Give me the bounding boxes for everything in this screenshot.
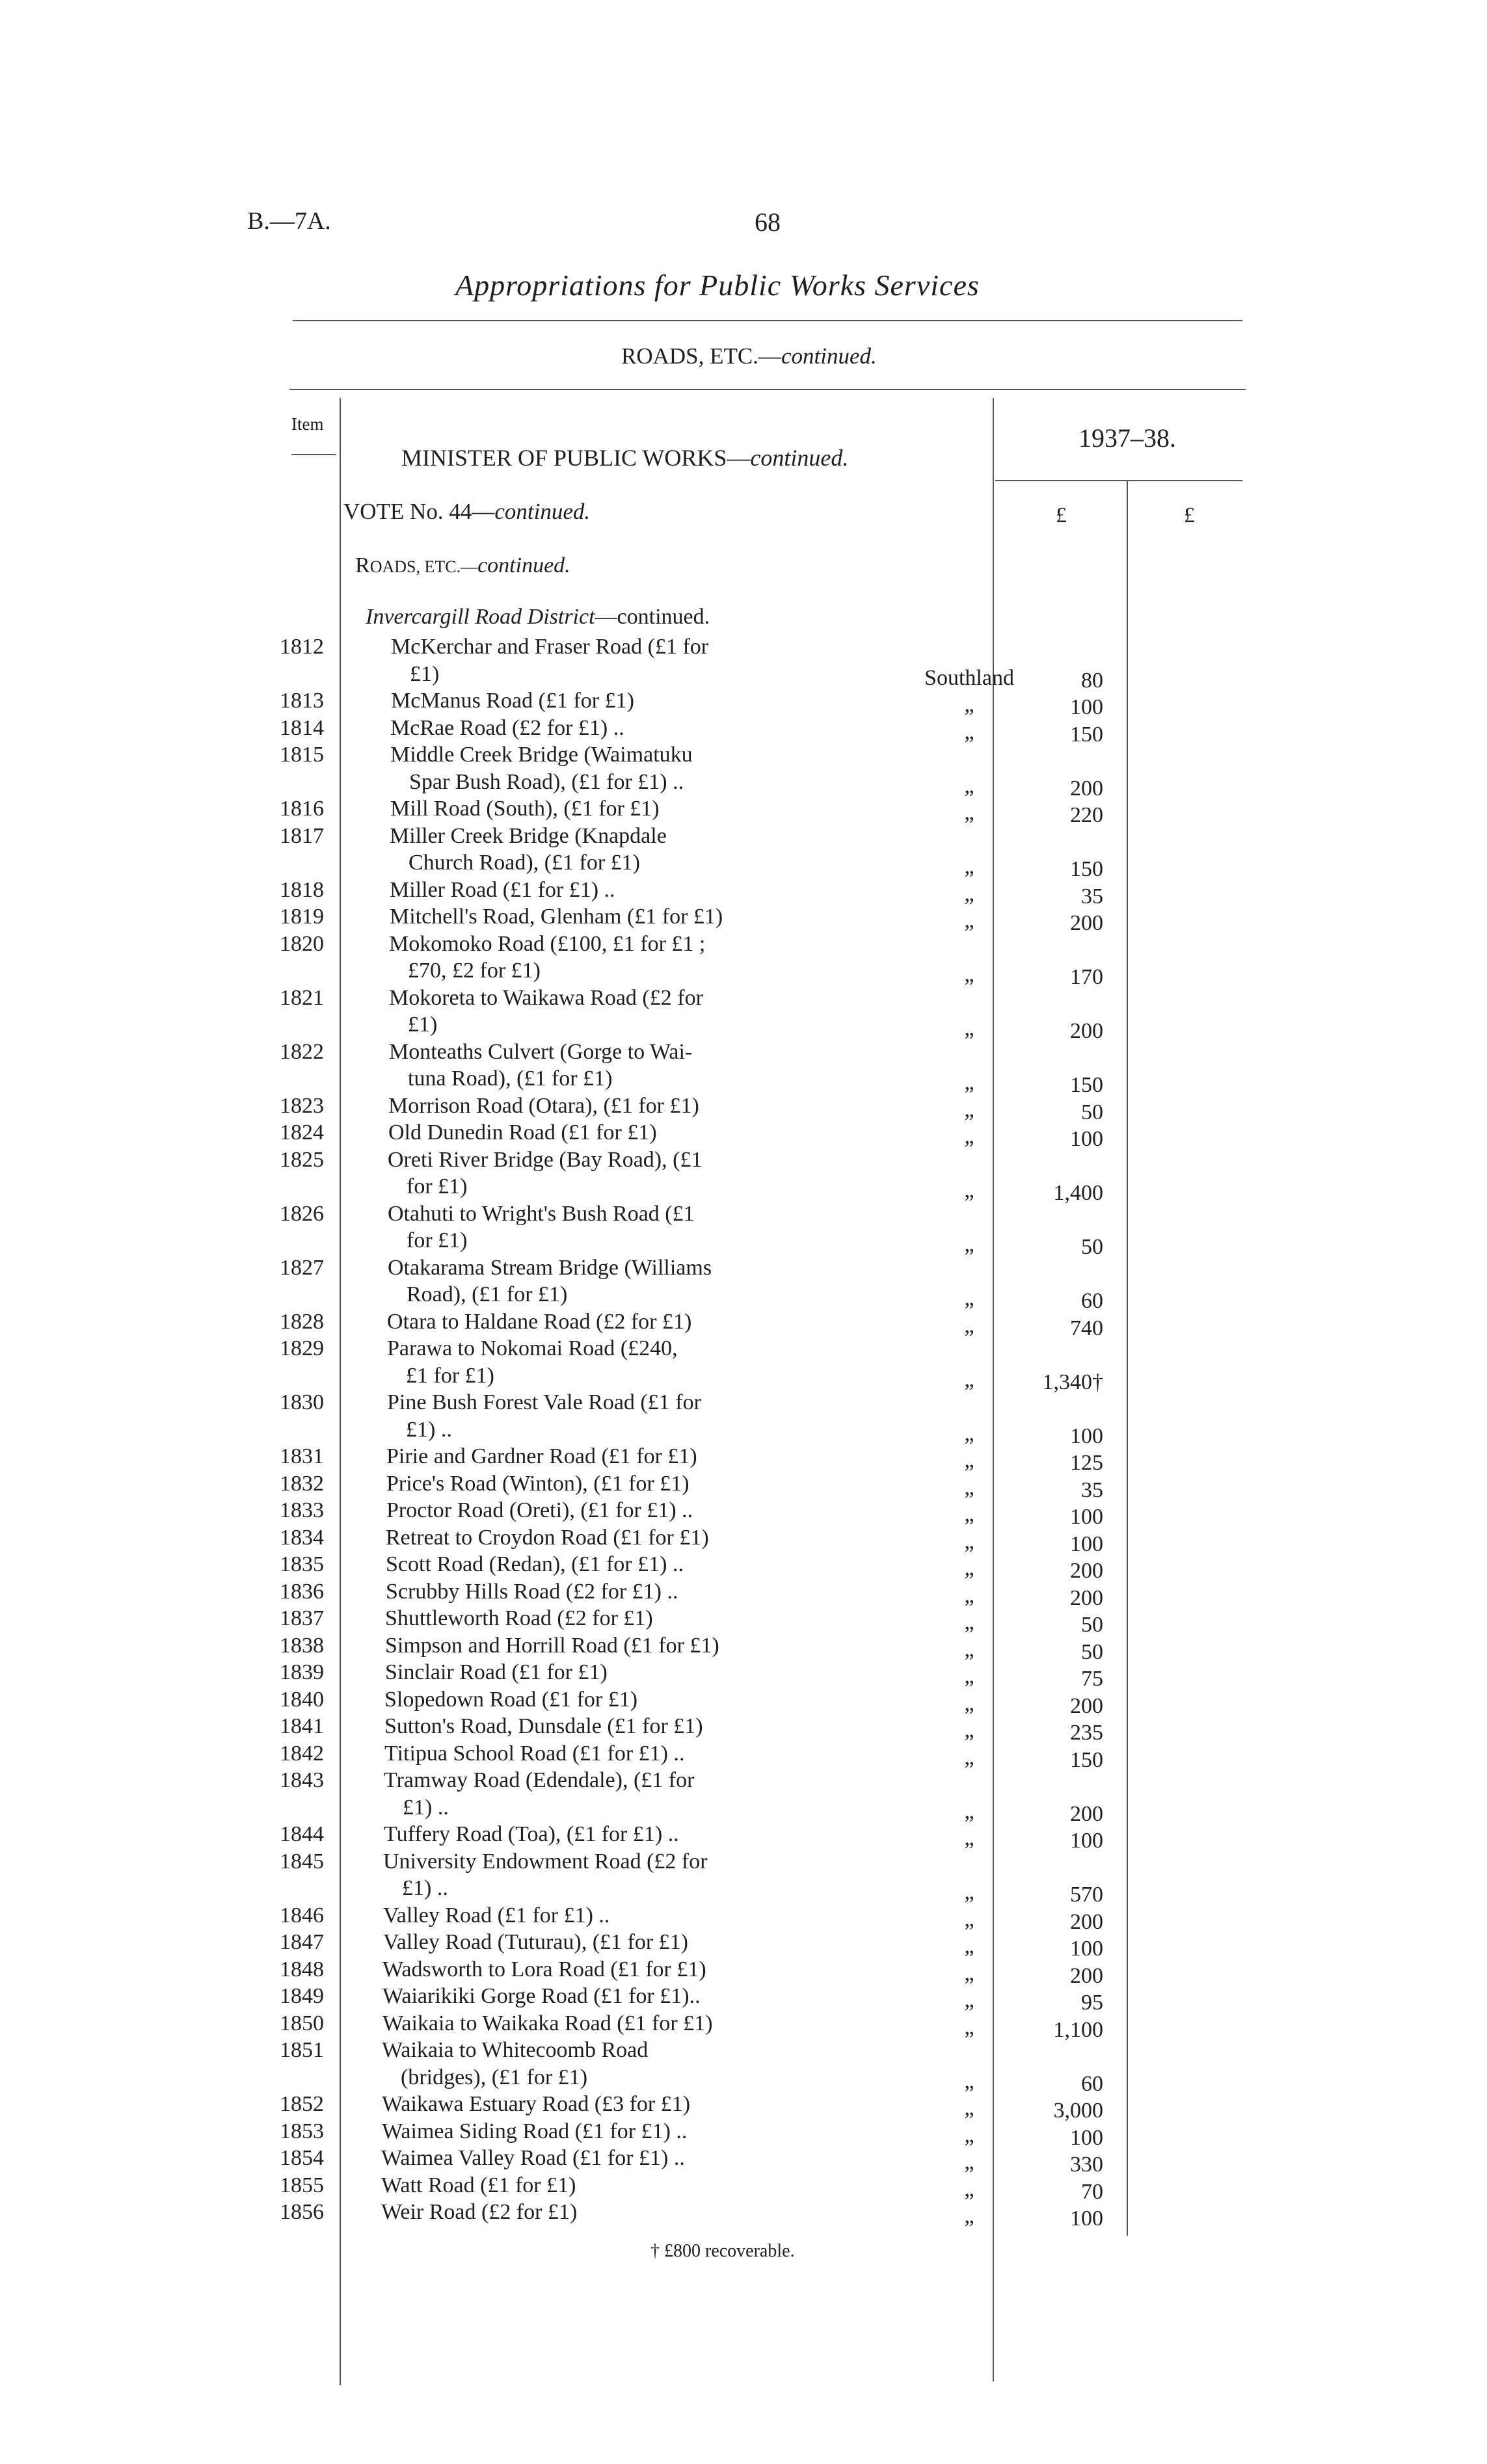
road-name-line: Pine Bush Forest Vale Road (£1 for xyxy=(387,1390,701,1414)
road-name-line: Church Road), (£1 for £1) xyxy=(409,851,640,875)
item-number: 1845 xyxy=(280,1849,324,1874)
road-name-line: Otahuti to Wright's Bush Road (£1 xyxy=(388,1201,695,1226)
county-cell: „ xyxy=(964,1097,974,1122)
document-code: B.—7A. xyxy=(247,207,331,235)
subsection-initial: R xyxy=(355,553,370,577)
road-name-line: McRae Road (£2 for £1) .. xyxy=(390,715,624,740)
county-cell: „ xyxy=(964,2150,974,2174)
item-number: 1827 xyxy=(280,1255,324,1280)
county-cell: „ xyxy=(964,1475,974,1500)
amount-cell: 170 xyxy=(1070,965,1103,989)
amount-cell: 200 xyxy=(1070,776,1103,801)
amount-cell: 100 xyxy=(1070,1424,1103,1448)
amount-cell: 1,100 xyxy=(1053,2017,1103,2042)
vote-label: VOTE No. 44— xyxy=(343,499,495,524)
item-number: 1843 xyxy=(280,1768,324,1792)
amount-cell: 35 xyxy=(1081,884,1103,908)
item-number: 1828 xyxy=(280,1309,324,1334)
road-name-line: Morrison Road (Otara), (£1 for £1) xyxy=(388,1093,699,1118)
county-cell: „ xyxy=(964,962,974,987)
road-name-line: tuna Road), (£1 for £1) xyxy=(408,1066,613,1091)
item-number: 1816 xyxy=(280,797,324,821)
currency-symbol-totals: £ xyxy=(1184,503,1195,527)
county-cell: „ xyxy=(964,801,974,825)
ministry-suffix: continued. xyxy=(750,445,849,471)
county-cell: „ xyxy=(964,1178,974,1202)
county-cell: „ xyxy=(964,1529,974,1554)
amount-cell: 570 xyxy=(1070,1883,1103,1907)
subtotal-column-divider xyxy=(1127,480,1128,2236)
item-number: 1812 xyxy=(280,635,324,659)
district-heading xyxy=(366,605,710,629)
item-number: 1825 xyxy=(280,1147,324,1172)
road-name-line: £1) xyxy=(408,1013,438,1037)
amount-cell: 200 xyxy=(1070,1559,1103,1583)
subsection-label: OADS, ETC.— xyxy=(369,557,478,576)
county-cell: „ xyxy=(964,2015,974,2039)
road-name-line: McManus Road (£1 for £1) xyxy=(391,689,634,713)
road-name-line: Tuffery Road (Toa), (£1 for £1) .. xyxy=(384,1822,679,1846)
county-cell: „ xyxy=(964,1988,974,2012)
item-number: 1836 xyxy=(280,1579,324,1604)
amount-cell: 100 xyxy=(1070,2206,1103,2231)
county-cell: „ xyxy=(964,1232,974,1256)
item-number: 1840 xyxy=(280,1687,324,1712)
county-cell: „ xyxy=(964,1610,974,1634)
county-cell: „ xyxy=(964,1583,974,1608)
amount-cell: 100 xyxy=(1070,1127,1103,1151)
road-name-line: Sinclair Road (£1 for £1) xyxy=(385,1660,608,1684)
year-column-header: 1937–38. xyxy=(1078,423,1176,453)
county-cell: „ xyxy=(964,1934,974,1958)
road-name-line: £1 for £1) xyxy=(406,1363,494,1388)
item-number: 1817 xyxy=(280,823,324,848)
amount-cell: 50 xyxy=(1081,1639,1103,1664)
county-cell: „ xyxy=(964,1070,974,1094)
item-number: 1818 xyxy=(280,877,324,902)
road-name-line: Wadsworth to Lora Road (£1 for £1) xyxy=(382,1957,706,1981)
amount-cell: 100 xyxy=(1070,695,1103,719)
road-name-line: Weir Road (£2 for £1) xyxy=(381,2200,578,2224)
item-number: 1829 xyxy=(280,1336,324,1360)
amount-cell: 50 xyxy=(1081,1613,1103,1637)
county-cell: „ xyxy=(964,2123,974,2147)
road-name-line: (bridges), (£1 for £1) xyxy=(401,2065,588,2089)
road-name-line: Old Dunedin Road (£1 for £1) xyxy=(388,1120,657,1145)
item-number: 1849 xyxy=(280,1984,324,2008)
county-cell: „ xyxy=(964,1286,974,1310)
road-name-line: Middle Creek Bridge (Waimatuku xyxy=(390,743,693,767)
title-rule xyxy=(293,320,1242,321)
item-number: 1846 xyxy=(280,1903,324,1927)
page-title: Appropriations for Public Works Services xyxy=(455,269,980,302)
county-cell: „ xyxy=(964,1826,974,1850)
road-name-line: Mitchell's Road, Glenham (£1 for £1) xyxy=(390,905,723,929)
item-number: 1833 xyxy=(280,1498,324,1522)
amount-cell: 200 xyxy=(1070,1963,1103,1988)
county-cell: „ xyxy=(964,1691,974,1716)
item-number: 1815 xyxy=(280,743,324,767)
item-number: 1856 xyxy=(280,2200,324,2224)
county-cell: „ xyxy=(964,1421,974,1446)
amount-cell: 150 xyxy=(1070,722,1103,747)
road-name-line: Oreti River Bridge (Bay Road), (£1 xyxy=(388,1147,703,1172)
road-name-line: McKerchar and Fraser Road (£1 for xyxy=(391,635,709,659)
page-number: 68 xyxy=(755,207,781,237)
amount-cell: 330 xyxy=(1070,2153,1103,2177)
road-name-line: Shuttleworth Road (£2 for £1) xyxy=(385,1606,653,1630)
amount-cell: 200 xyxy=(1070,1019,1103,1043)
item-number: 1848 xyxy=(280,1957,324,1981)
item-number: 1839 xyxy=(280,1660,324,1684)
vote-heading xyxy=(343,499,590,525)
county-cell: „ xyxy=(964,2177,974,2201)
road-name-line: Watt Road (£1 for £1) xyxy=(381,2173,576,2197)
road-name-line: Otara to Haldane Road (£2 for £1) xyxy=(387,1309,692,1334)
amount-cell: 50 xyxy=(1081,1235,1103,1259)
item-number: 1851 xyxy=(280,2038,324,2062)
amount-cell: 60 xyxy=(1081,1289,1103,1313)
road-name-line: Waiarikiki Gorge Road (£1 for £1).. xyxy=(382,1984,701,2008)
item-number: 1822 xyxy=(280,1039,324,1064)
amount-cell: 60 xyxy=(1081,2071,1103,2096)
currency-symbol-items: £ xyxy=(1056,503,1067,527)
ministry-heading xyxy=(401,444,848,471)
road-name-line: for £1) xyxy=(407,1228,468,1252)
amount-cell: 100 xyxy=(1070,2125,1103,2150)
item-number: 1824 xyxy=(280,1120,324,1145)
road-name-line: Mokomoko Road (£100, £1 for £1 ; xyxy=(389,931,706,956)
county-cell: Southland xyxy=(924,665,1014,690)
section-label: ROADS, ETC.— xyxy=(621,343,781,369)
amount-cell: 150 xyxy=(1070,1747,1103,1772)
county-cell: „ xyxy=(964,1124,974,1148)
item-number: 1850 xyxy=(280,2011,324,2035)
amount-cell: 100 xyxy=(1070,1531,1103,1556)
county-cell: „ xyxy=(964,719,974,744)
subsection-heading xyxy=(355,553,570,578)
county-cell: „ xyxy=(964,1313,974,1338)
road-name-line: Price's Road (Winton), (£1 for £1) xyxy=(386,1471,690,1496)
amount-cell: 740 xyxy=(1070,1316,1103,1340)
item-column-divider xyxy=(340,398,341,2385)
item-number: 1831 xyxy=(280,1444,324,1468)
county-cell: „ xyxy=(964,1907,974,1931)
amount-cell: 75 xyxy=(1081,1667,1103,1691)
road-name-line: £1) .. xyxy=(403,1795,449,1820)
road-name-line: £1) .. xyxy=(402,1876,448,1900)
road-name-line: Scott Road (Redan), (£1 for £1) .. xyxy=(386,1552,684,1576)
item-number: 1823 xyxy=(280,1093,324,1118)
county-cell: „ xyxy=(964,908,974,933)
county-cell: „ xyxy=(964,2204,974,2228)
road-name-line: Valley Road (£1 for £1) .. xyxy=(383,1903,610,1927)
amount-cell: 80 xyxy=(1081,668,1103,693)
vote-suffix: continued. xyxy=(494,499,591,524)
road-name-line: Otakarama Stream Bridge (Williams xyxy=(388,1255,712,1280)
road-name-line: Waikaia to Waikaka Road (£1 for £1) xyxy=(382,2011,713,2035)
item-number: 1838 xyxy=(280,1633,324,1658)
amount-cell: 95 xyxy=(1081,1991,1103,2015)
district-name: Invercargill Road District xyxy=(366,605,595,629)
county-cell: „ xyxy=(964,881,974,906)
road-name-line: Retreat to Croydon Road (£1 for £1) xyxy=(386,1525,709,1550)
road-name-line: £1) .. xyxy=(406,1417,452,1442)
road-name-line: £70, £2 for £1) xyxy=(408,959,541,983)
road-name-line: Road), (£1 for £1) xyxy=(407,1282,568,1306)
amount-cell: 1,400 xyxy=(1053,1181,1103,1205)
section-suffix: continued. xyxy=(781,343,877,369)
item-number: 1852 xyxy=(280,2092,324,2116)
amount-cell: 70 xyxy=(1081,2179,1103,2204)
county-cell: „ xyxy=(964,2096,974,2120)
item-number: 1841 xyxy=(280,1714,324,1738)
road-name-line: Simpson and Horrill Road (£1 for £1) xyxy=(385,1633,719,1658)
amount-cell: 220 xyxy=(1070,803,1103,827)
county-cell: „ xyxy=(964,1664,974,1688)
county-cell: „ xyxy=(964,1880,974,1904)
amount-cell: 200 xyxy=(1070,1693,1103,1718)
amount-cell: 50 xyxy=(1081,1100,1103,1124)
amount-cell: 200 xyxy=(1070,1585,1103,1610)
amount-cell: 200 xyxy=(1070,1801,1103,1826)
road-name-line: Titipua School Road (£1 for £1) .. xyxy=(384,1741,685,1766)
amount-cell: 150 xyxy=(1070,857,1103,881)
item-number: 1819 xyxy=(280,905,324,929)
road-name-line: Waikaia to Whitecoomb Road xyxy=(382,2038,649,2062)
county-cell: „ xyxy=(964,1556,974,1580)
item-number: 1854 xyxy=(280,2146,324,2170)
county-cell: „ xyxy=(964,1016,974,1040)
item-number: 1855 xyxy=(280,2173,324,2197)
item-number: 1837 xyxy=(280,1606,324,1630)
item-number: 1853 xyxy=(280,2119,324,2143)
county-cell: „ xyxy=(964,773,974,798)
road-name-line: Proctor Road (Oreti), (£1 for £1) .. xyxy=(386,1498,693,1522)
item-number: 1820 xyxy=(280,931,324,956)
road-name-line: Slopedown Road (£1 for £1) xyxy=(384,1687,638,1712)
road-name-line: Monteaths Culvert (Gorge to Wai- xyxy=(389,1039,693,1064)
item-number: 1813 xyxy=(280,689,324,713)
item-number: 1835 xyxy=(280,1552,324,1576)
item-number: 1830 xyxy=(280,1390,324,1414)
amount-cell: 1,340† xyxy=(1042,1370,1103,1394)
county-cell: „ xyxy=(964,1448,974,1472)
road-name-line: Waimea Siding Road (£1 for £1) .. xyxy=(382,2119,688,2143)
amount-cell: 35 xyxy=(1081,1477,1103,1502)
subsection-suffix: continued. xyxy=(477,553,570,577)
year-head-rule xyxy=(995,480,1242,481)
district-suffix: —continued. xyxy=(595,605,710,629)
road-name-line: Mill Road (South), (£1 for £1) xyxy=(390,797,660,821)
item-number: 1821 xyxy=(280,985,324,1010)
item-number: 1814 xyxy=(280,715,324,740)
item-number: 1832 xyxy=(280,1471,324,1496)
road-name-line: Waikawa Estuary Road (£3 for £1) xyxy=(382,2092,691,2116)
amount-cell: 235 xyxy=(1070,1721,1103,1745)
amount-cell: 100 xyxy=(1070,1937,1103,1961)
county-cell: „ xyxy=(964,1502,974,1526)
item-number: 1826 xyxy=(280,1201,324,1226)
amount-cell: 200 xyxy=(1070,911,1103,935)
section-heading xyxy=(621,343,877,369)
item-number: 1834 xyxy=(280,1525,324,1550)
road-name-line: Pirie and Gardner Road (£1 for £1) xyxy=(386,1444,697,1468)
amount-cell: 100 xyxy=(1070,1505,1103,1529)
item-number: 1842 xyxy=(280,1741,324,1766)
road-name-line: Spar Bush Road), (£1 for £1) .. xyxy=(409,769,684,794)
footnote: † £800 recoverable. xyxy=(650,2241,795,2261)
road-name-line: for £1) xyxy=(407,1174,468,1199)
road-name-line: Mokoreta to Waikawa Road (£2 for xyxy=(389,985,703,1010)
county-cell: „ xyxy=(964,1718,974,1742)
amount-cell: 3,000 xyxy=(1053,2099,1103,2123)
amount-cell: 125 xyxy=(1070,1451,1103,1475)
county-cell: „ xyxy=(964,854,974,879)
county-cell: „ xyxy=(964,1637,974,1662)
road-name-line: Miller Road (£1 for £1) .. xyxy=(390,877,615,902)
road-name-line: University Endowment Road (£2 for xyxy=(383,1849,708,1874)
county-cell: „ xyxy=(964,1961,974,1985)
amount-cell: 150 xyxy=(1070,1073,1103,1097)
road-name-line: Waimea Valley Road (£1 for £1) .. xyxy=(381,2146,685,2170)
ministry-label: MINISTER OF PUBLIC WORKS— xyxy=(401,445,751,471)
road-name-line: Scrubby Hills Road (£2 for £1) .. xyxy=(386,1579,678,1604)
road-name-line: Valley Road (Tuturau), (£1 for £1) xyxy=(383,1930,688,1954)
amount-cell: 100 xyxy=(1070,1829,1103,1853)
item-column-header: Item xyxy=(291,414,324,434)
county-cell: „ xyxy=(964,1367,974,1392)
county-cell: „ xyxy=(964,693,974,717)
table-top-rule xyxy=(289,389,1246,390)
road-name-line: Sutton's Road, Dunsdale (£1 for £1) xyxy=(384,1714,703,1738)
county-cell: „ xyxy=(964,2069,974,2093)
road-name-line: Miller Creek Bridge (Knapdale xyxy=(390,823,667,848)
item-number: 1847 xyxy=(280,1930,324,1954)
county-cell: „ xyxy=(964,1799,974,1823)
road-name-line: £1) xyxy=(410,661,440,686)
road-name-line: Tramway Road (Edendale), (£1 for xyxy=(384,1768,695,1792)
item-head-rule xyxy=(291,454,336,455)
amount-cell: 200 xyxy=(1070,1909,1103,1934)
county-cell: „ xyxy=(964,1745,974,1769)
road-name-line: Parawa to Nokomai Road (£240, xyxy=(387,1336,678,1360)
item-number: 1844 xyxy=(280,1822,324,1846)
